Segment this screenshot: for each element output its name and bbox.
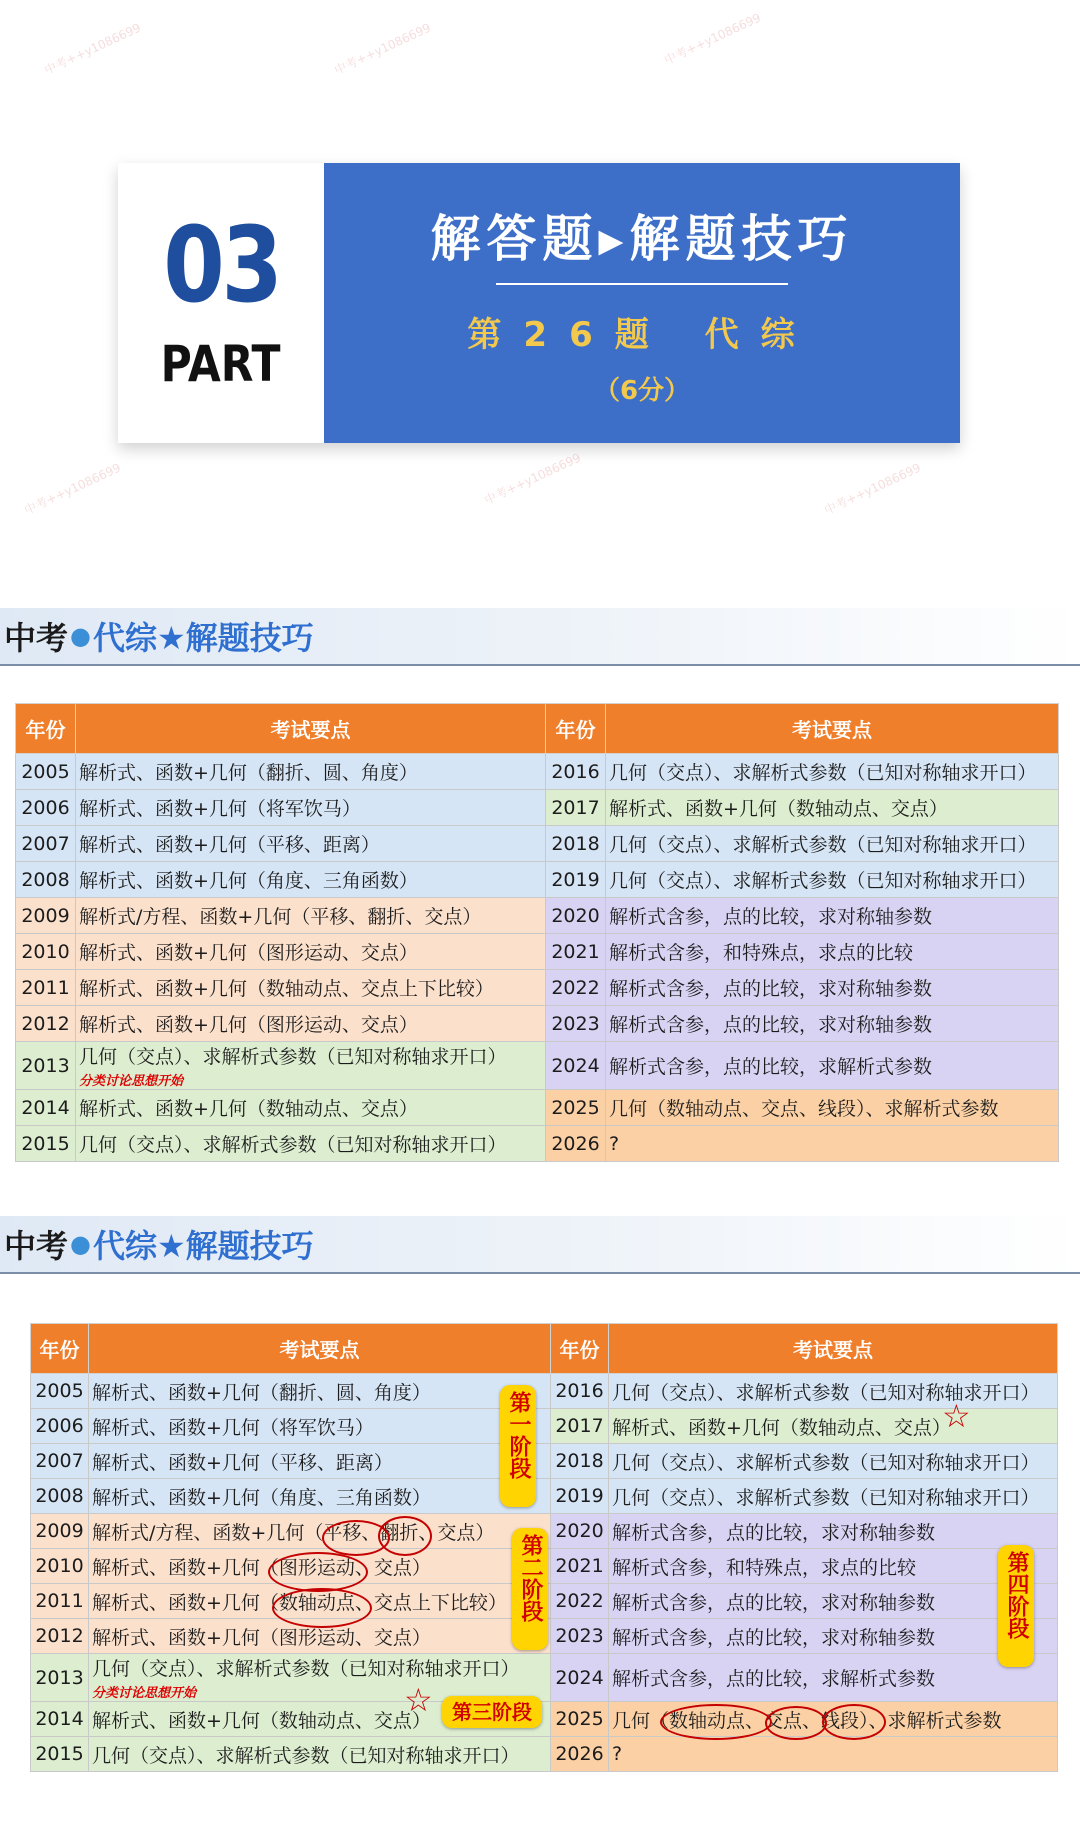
annotation-circle — [378, 1516, 432, 1556]
table-row — [16, 1006, 1059, 1042]
table-row — [16, 1090, 1059, 1126]
annotation-circle — [660, 1704, 772, 1740]
point-cell — [606, 1042, 1059, 1090]
cover-subtitle: 第26题 代综 — [467, 315, 817, 355]
watermark: 中考++y1086699 — [482, 450, 583, 508]
cover-title-block — [324, 163, 960, 443]
point-cell — [89, 1444, 551, 1479]
year-cell: 2006 — [31, 1409, 89, 1444]
point-cell — [89, 1374, 551, 1409]
point-cell — [606, 1006, 1059, 1042]
year-cell: 2007 — [16, 826, 76, 862]
point-text: 几何（交点）、求解析式参数（已知对称轴求开口） — [79, 1046, 507, 1068]
point-text: 解析式、函数+几何（数轴动点、交点） — [79, 1098, 418, 1120]
cover-divider — [496, 283, 788, 285]
header-year: 年份 — [546, 704, 606, 754]
year-cell: 2023 — [551, 1619, 609, 1654]
point-text: 几何（交点）、求解析式参数（已知对称轴求开口） — [609, 834, 1037, 856]
table-row — [31, 1702, 1058, 1737]
point-text: 解析式含参，点的比较，求对称轴参数 — [609, 1014, 933, 1036]
banner-prefix: 中考 — [4, 619, 69, 657]
point-cell — [89, 1514, 551, 1549]
row-note: 分类讨论思想开始 — [92, 1686, 197, 1701]
banner-dot-icon: ● — [70, 622, 91, 650]
point-cell — [76, 790, 546, 826]
exam-points-table — [15, 703, 1059, 1162]
year-cell: 2009 — [31, 1514, 89, 1549]
point-text: 解析式含参，和特殊点，求点的比较 — [609, 942, 914, 964]
table-row — [16, 754, 1059, 790]
point-cell — [609, 1444, 1058, 1479]
stage-3-badge: 第三阶段 — [442, 1696, 542, 1728]
point-text: 解析式、函数+几何（数轴动点、交点上下比较） — [79, 978, 494, 1000]
year-cell: 2018 — [546, 826, 606, 862]
point-text: 解析式、函数+几何（图形运动、交点） — [79, 1014, 418, 1036]
year-cell: 2005 — [16, 754, 76, 790]
point-text: 解析式含参，点的比较，求对称轴参数 — [612, 1521, 936, 1544]
point-text: 解析式、函数+几何（图形运动、交点） — [92, 1556, 431, 1579]
table-row — [16, 826, 1059, 862]
point-text: 解析式含参，点的比较，求对称轴参数 — [609, 978, 933, 1000]
year-cell: 2011 — [16, 970, 76, 1006]
point-text: 解析式、函数+几何（数轴动点、交点上下比较） — [92, 1591, 507, 1614]
section-banner — [0, 1216, 1080, 1274]
watermark: 中考++y1086699 — [42, 20, 143, 78]
point-text: 几何（交点）、求解析式参数（已知对称轴求开口） — [612, 1486, 1040, 1509]
point-cell — [76, 1126, 546, 1162]
point-cell — [76, 1042, 546, 1090]
year-cell: 2019 — [551, 1479, 609, 1514]
year-cell: 2008 — [16, 862, 76, 898]
table-row — [31, 1409, 1058, 1444]
point-text: 几何（交点）、求解析式参数（已知对称轴求开口） — [79, 1134, 507, 1156]
point-text: 解析式、函数+几何（图形运动、交点） — [92, 1626, 431, 1649]
point-cell — [76, 1006, 546, 1042]
cover-points: （6分） — [593, 376, 691, 406]
point-text: 解析式/方程、函数+几何（平移、翻折、交点） — [79, 906, 482, 928]
point-cell — [606, 1126, 1059, 1162]
point-text: 几何（交点）、求解析式参数（已知对称轴求开口） — [612, 1451, 1040, 1474]
point-cell — [606, 754, 1059, 790]
cover-title: 解答题▸解题技巧 — [430, 210, 854, 268]
point-cell — [606, 934, 1059, 970]
point-cell — [606, 1090, 1059, 1126]
point-text: 解析式、函数+几何（数轴动点、交点） — [612, 1416, 951, 1439]
point-cell — [89, 1479, 551, 1514]
year-cell: 2025 — [546, 1090, 606, 1126]
point-cell — [76, 970, 546, 1006]
year-cell: 2012 — [31, 1619, 89, 1654]
point-text: 解析式含参，和特殊点，求点的比较 — [612, 1556, 917, 1579]
annotation-star-icon: ☆ — [404, 1681, 433, 1719]
year-cell: 2017 — [546, 790, 606, 826]
point-text: 几何（交点）、求解析式参数（已知对称轴求开口） — [92, 1744, 520, 1767]
point-text: 解析式含参，点的比较，求对称轴参数 — [609, 906, 933, 928]
point-cell — [606, 790, 1059, 826]
watermark: 中考++y1086699 — [662, 10, 763, 68]
year-cell: 2021 — [546, 934, 606, 970]
table-row — [16, 790, 1059, 826]
point-text: 解析式、函数+几何（图形运动、交点） — [79, 942, 418, 964]
point-text: 解析式、函数+几何（翻折、圆、角度） — [79, 762, 418, 784]
header-year: 年份 — [16, 704, 76, 754]
table-row — [31, 1737, 1058, 1772]
header-points: 考试要点 — [609, 1324, 1058, 1374]
table-row — [16, 970, 1059, 1006]
point-text: 解析式、函数+几何（将军饮马） — [92, 1416, 374, 1439]
header-points: 考试要点 — [76, 704, 546, 754]
point-text: 解析式、函数+几何（数轴动点、交点） — [92, 1709, 431, 1732]
year-cell: 2024 — [551, 1654, 609, 1702]
year-cell: 2014 — [16, 1090, 76, 1126]
point-text: 解析式、函数+几何（角度、三角函数） — [92, 1486, 431, 1509]
watermark: 中考++y1086699 — [22, 460, 123, 518]
part-label: PART — [161, 335, 281, 393]
year-cell: 2020 — [551, 1514, 609, 1549]
stage-2-badge: 第二阶段 — [512, 1528, 548, 1650]
point-cell — [76, 934, 546, 970]
point-cell — [76, 826, 546, 862]
point-cell — [76, 898, 546, 934]
point-text: 解析式含参，点的比较，求对称轴参数 — [612, 1626, 936, 1649]
point-text: 解析式/方程、函数+几何（平移、翻折、交点） — [92, 1521, 495, 1544]
header-year: 年份 — [31, 1324, 89, 1374]
year-cell: 2013 — [31, 1654, 89, 1702]
year-cell: 2006 — [16, 790, 76, 826]
point-cell — [609, 1409, 1058, 1444]
point-cell — [609, 1549, 1058, 1584]
point-cell — [609, 1619, 1058, 1654]
year-cell: 2024 — [546, 1042, 606, 1090]
year-cell: 2009 — [16, 898, 76, 934]
annotation-circle — [765, 1706, 827, 1740]
point-text: ? — [612, 1743, 623, 1765]
table-row — [16, 934, 1059, 970]
point-cell — [609, 1654, 1058, 1702]
year-cell: 2014 — [31, 1702, 89, 1737]
point-cell — [609, 1584, 1058, 1619]
year-cell: 2025 — [551, 1702, 609, 1737]
year-cell: 2016 — [551, 1374, 609, 1409]
point-cell — [89, 1654, 551, 1702]
point-cell — [609, 1479, 1058, 1514]
table-row — [16, 1042, 1059, 1090]
year-cell: 2026 — [551, 1737, 609, 1772]
point-cell — [609, 1514, 1058, 1549]
year-cell: 2016 — [546, 754, 606, 790]
year-cell: 2010 — [16, 934, 76, 970]
point-cell — [76, 1090, 546, 1126]
table-row — [31, 1654, 1058, 1702]
point-cell — [89, 1409, 551, 1444]
header-points: 考试要点 — [89, 1324, 551, 1374]
year-cell: 2023 — [546, 1006, 606, 1042]
point-cell — [76, 754, 546, 790]
point-cell — [89, 1737, 551, 1772]
year-cell: 2011 — [31, 1584, 89, 1619]
point-cell — [606, 970, 1059, 1006]
row-note: 分类讨论思想开始 — [79, 1074, 184, 1089]
point-text: 解析式、函数+几何（角度、三角函数） — [79, 870, 418, 892]
annotation-circle — [822, 1704, 886, 1740]
point-text: 几何（数轴动点、交点、线段）、求解析式参数 — [612, 1709, 1002, 1732]
header-year: 年份 — [551, 1324, 609, 1374]
stage-4-badge: 第四阶段 — [998, 1545, 1034, 1667]
point-text: 几何（交点）、求解析式参数（已知对称轴求开口） — [92, 1658, 520, 1680]
year-cell: 2007 — [31, 1444, 89, 1479]
point-text: ? — [609, 1132, 620, 1155]
year-cell: 2013 — [16, 1042, 76, 1090]
point-text: 几何（数轴动点、交点、线段）、求解析式参数 — [609, 1098, 999, 1120]
banner-title: 代综★解题技巧 — [92, 1227, 314, 1265]
year-cell: 2022 — [551, 1584, 609, 1619]
point-cell — [606, 826, 1059, 862]
year-cell: 2008 — [31, 1479, 89, 1514]
watermark: 中考++y1086699 — [332, 20, 433, 78]
cover-part-block — [118, 163, 324, 443]
point-text: 几何（交点）、求解析式参数（已知对称轴求开口） — [609, 762, 1037, 784]
point-text: 解析式、函数+几何（将军饮马） — [79, 798, 361, 820]
annotation-star-icon: ☆ — [942, 1397, 971, 1435]
point-cell — [606, 862, 1059, 898]
point-cell — [76, 862, 546, 898]
table-row — [31, 1374, 1058, 1409]
year-cell: 2021 — [551, 1549, 609, 1584]
year-cell: 2010 — [31, 1549, 89, 1584]
point-text: 几何（交点）、求解析式参数（已知对称轴求开口） — [609, 870, 1037, 892]
point-text: 解析式、函数+几何（数轴动点、交点） — [609, 798, 948, 820]
point-text: 解析式含参，点的比较，求解析式参数 — [612, 1668, 936, 1690]
annotation-circle — [268, 1552, 368, 1592]
point-cell — [609, 1374, 1058, 1409]
year-cell: 2026 — [546, 1126, 606, 1162]
year-cell: 2022 — [546, 970, 606, 1006]
banner-title: 代综★解题技巧 — [92, 619, 314, 657]
stage-1-badge: 第一阶段 — [500, 1385, 536, 1507]
point-text: 几何（交点）、求解析式参数（已知对称轴求开口） — [612, 1381, 1040, 1404]
year-cell: 2017 — [551, 1409, 609, 1444]
part-number: 03 — [162, 204, 280, 326]
banner-dot-icon: ● — [70, 1230, 91, 1258]
year-cell: 2015 — [31, 1737, 89, 1772]
point-text: 解析式含参，点的比较，求解析式参数 — [609, 1056, 933, 1078]
year-cell: 2005 — [31, 1374, 89, 1409]
table-row — [16, 1126, 1059, 1162]
point-text: 解析式、函数+几何（平移、距离） — [92, 1451, 393, 1474]
table-row — [16, 898, 1059, 934]
cover-card — [118, 163, 960, 443]
point-cell — [609, 1737, 1058, 1772]
year-cell: 2019 — [546, 862, 606, 898]
year-cell: 2015 — [16, 1126, 76, 1162]
year-cell: 2018 — [551, 1444, 609, 1479]
banner-prefix: 中考 — [4, 1227, 69, 1265]
annotation-circle — [272, 1588, 372, 1628]
point-cell — [606, 898, 1059, 934]
table-row — [31, 1479, 1058, 1514]
header-points: 考试要点 — [606, 704, 1059, 754]
table-row — [16, 862, 1059, 898]
point-text: 解析式、函数+几何（翻折、圆、角度） — [92, 1381, 431, 1404]
watermark: 中考++y1086699 — [822, 460, 923, 518]
year-cell: 2020 — [546, 898, 606, 934]
year-cell: 2012 — [16, 1006, 76, 1042]
section-banner — [0, 608, 1080, 666]
table-row — [31, 1444, 1058, 1479]
point-text: 解析式含参，点的比较，求对称轴参数 — [612, 1591, 936, 1614]
point-text: 解析式、函数+几何（平移、距离） — [79, 834, 380, 856]
